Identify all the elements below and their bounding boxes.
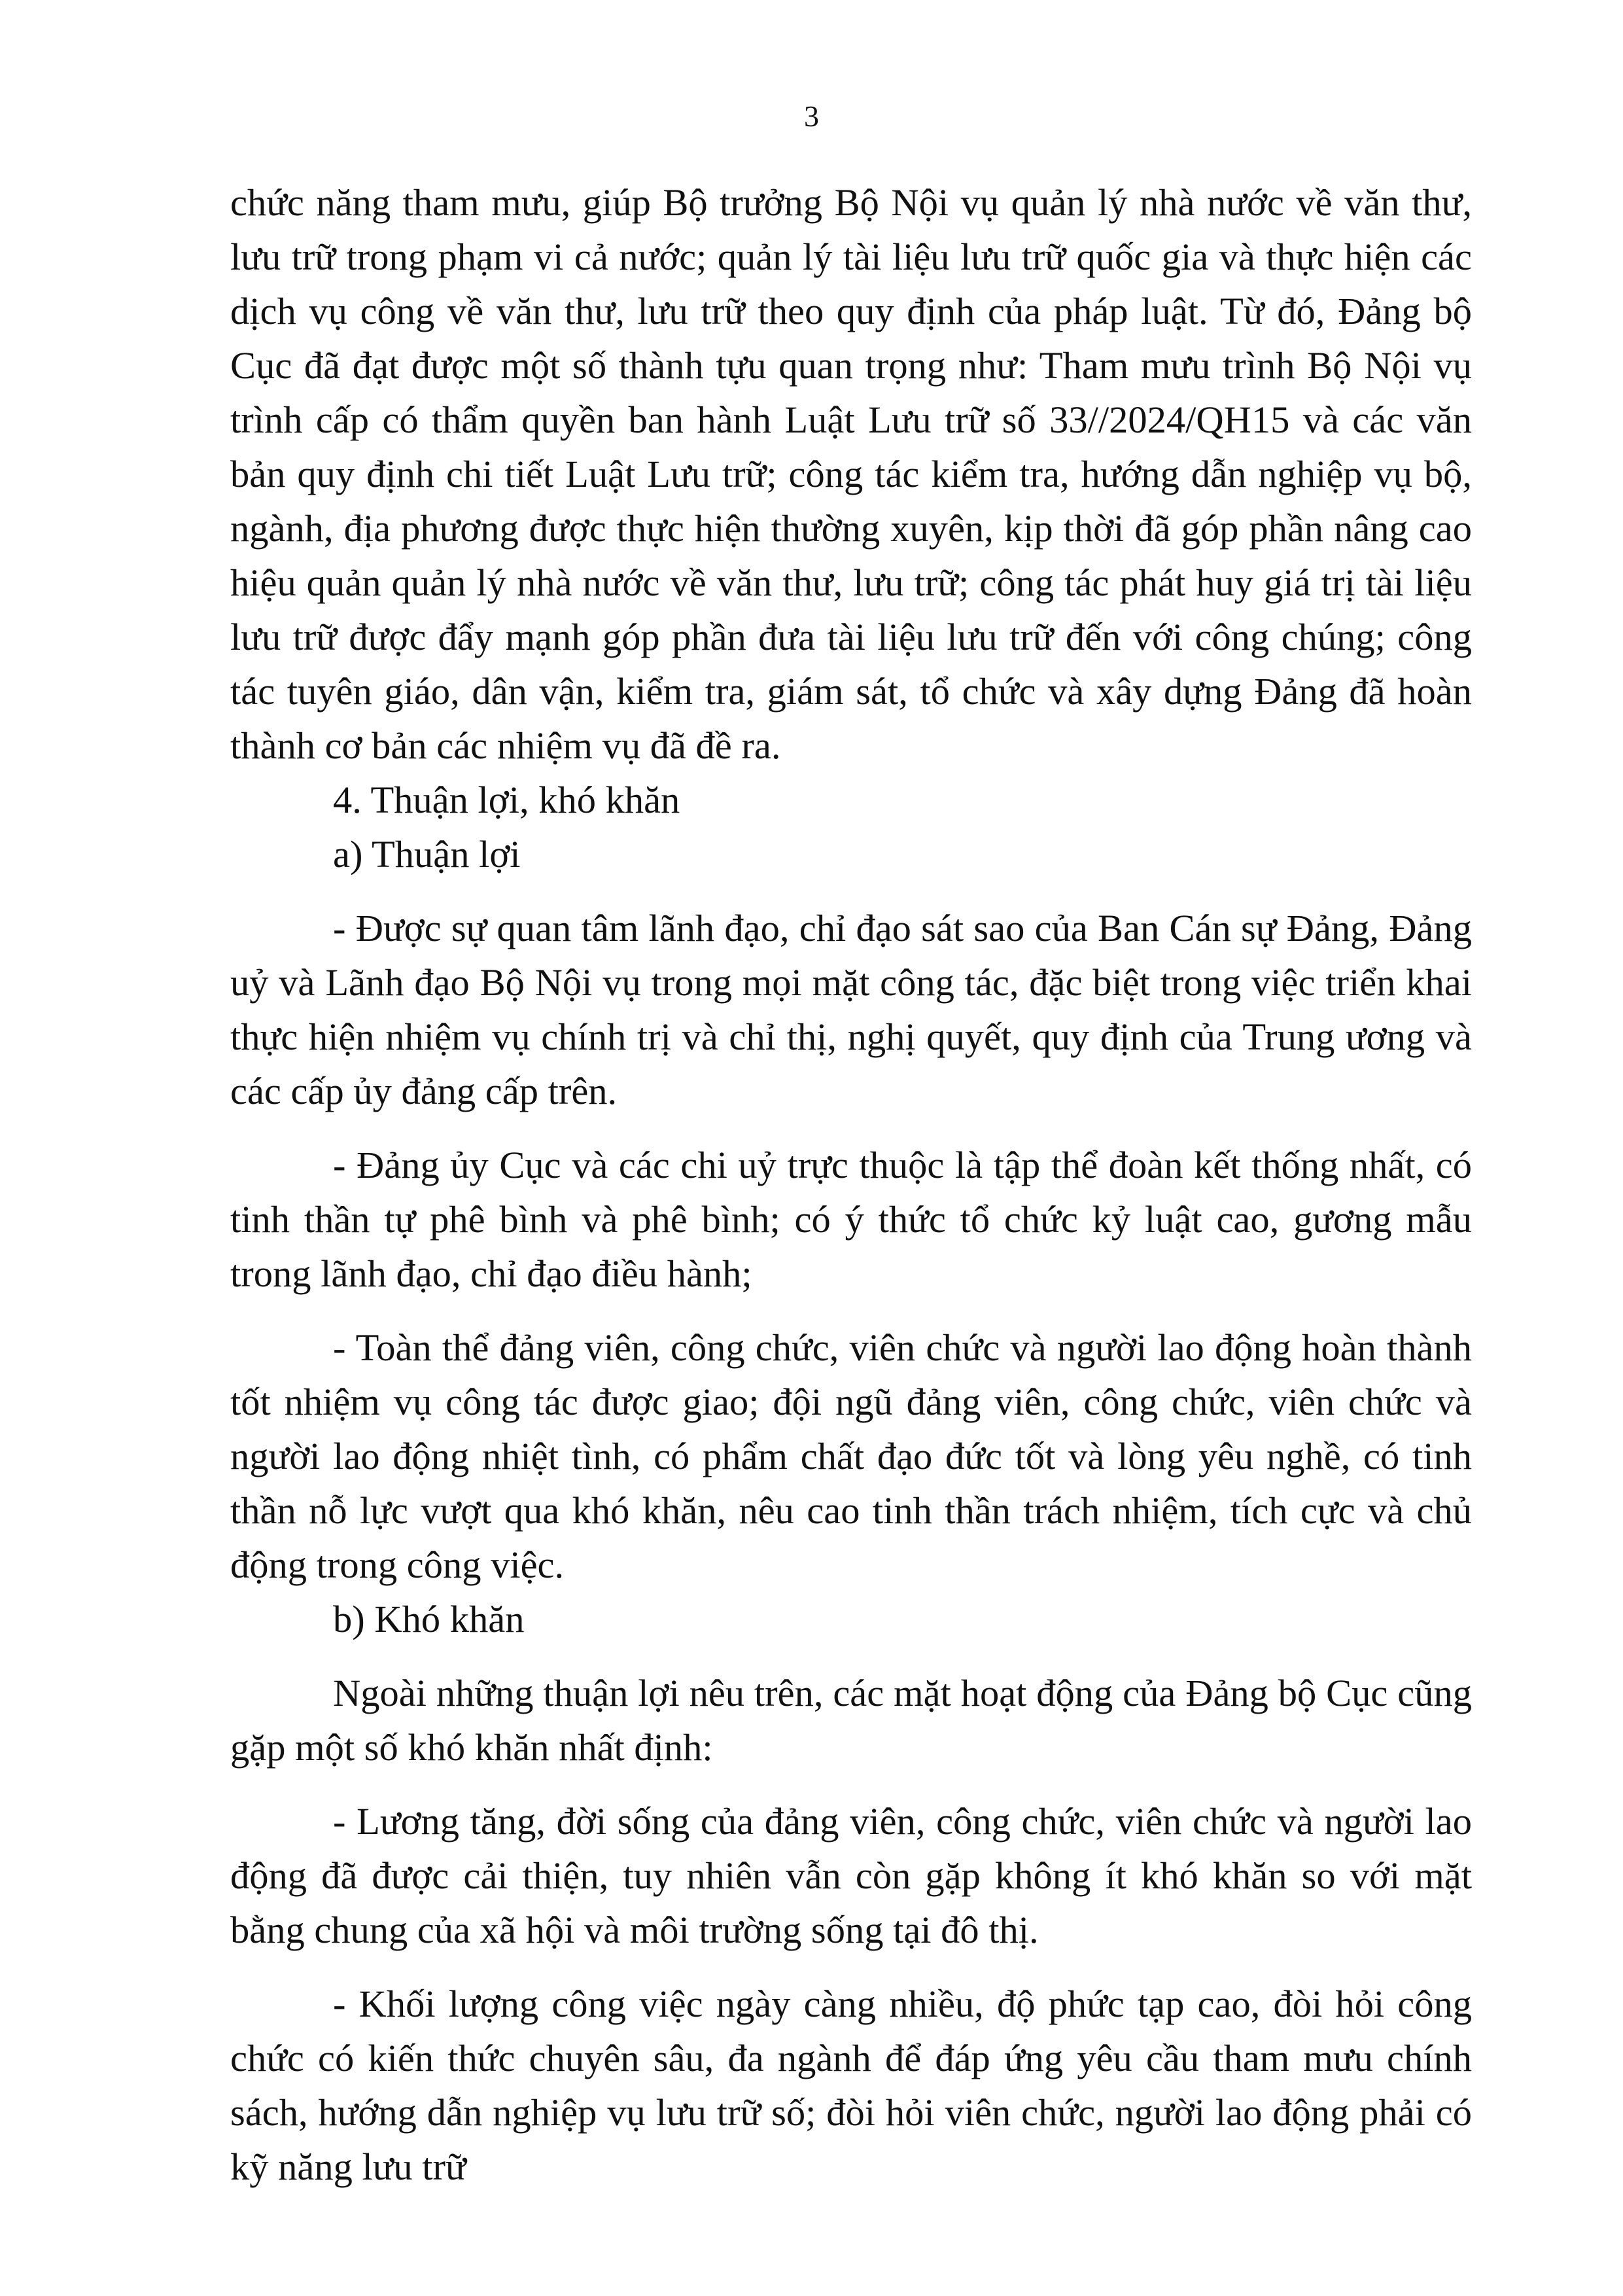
subheading-a: a) Thuận lợi bbox=[333, 833, 521, 875]
paragraph-intro-continuation: chức năng tham mưu, giúp Bộ trưởng Bộ Nội vụ quản lý nhà nước về văn thư, lưu trữ trong phạm vi cả nước; quản lý tài liệu lưu trữ quốc gia và thực hiện các dịch vụ công về văn thư, lưu trữ theo quy định của pháp luật. Từ đó, Đảng bộ Cục đã đạt được một số thành tựu quan trọng như: Tham mưu trình Bộ Nội vụ trình cấp có thẩm quyền ban hành Luật Lưu trữ số 33//2024/QH15 và các văn bản quy định chi tiết Luật Lưu trữ; công tác kiểm tra, hướng dẫn nghiệp vụ bộ, ngành, địa phương được thực hiện thường xuyên, kịp thời đã góp phần nâng cao hiệu quản quản lý nhà nước về văn thư, lưu trữ; công tác phát huy giá trị tài liệu lưu trữ được đẩy mạnh góp phần đưa tài liệu lưu trữ đến với công chúng; công tác tuyên giáo, dân vận, kiểm tra, giám sát, tổ chức và xây dựng Đảng đã hoàn thành cơ bản các nhiệm vụ đã đề ra. bbox=[230, 181, 1472, 767]
paragraph-advantage-2: - Đảng ủy Cục và các chi uỷ trực thuộc là tập thể đoàn kết thống nhất, có tinh thần tự phê bình và phê bình; có ý thức tổ chức kỷ luật cao, gương mẫu trong lãnh đạo, chỉ đạo điều hành; bbox=[230, 1144, 1472, 1295]
paragraph-difficulty-1: - Lương tăng, đời sống của đảng viên, công chức, viên chức và người lao động đã được cải thiện, tuy nhiên vẫn còn gặp không ít khó khăn so với mặt bằng chung của xã hội và môi trường sống tại đô thị. bbox=[230, 1800, 1472, 1951]
document-body bbox=[230, 175, 1472, 2194]
paragraph-advantage-1: - Được sự quan tâm lãnh đạo, chỉ đạo sát sao của Ban Cán sự Đảng, Đảng uỷ và Lãnh đạo Bộ Nội vụ trong mọi mặt công tác, đặc biệt trong việc triển khai thực hiện nhiệm vụ chính trị và chỉ thị, nghị quyết, quy định của Trung ương và các cấp ủy đảng cấp trên. bbox=[230, 907, 1472, 1112]
paragraph-advantage-3: - Toàn thể đảng viên, công chức, viên chức và người lao động hoàn thành tốt nhiệm vụ công tác được giao; đội ngũ đảng viên, công chức, viên chức và người lao động nhiệt tình, có phẩm chất đạo đức tốt và lòng yêu nghề, có tinh thần nỗ lực vượt qua khó khăn, nêu cao tinh thần trách nhiệm, tích cực và chủ động trong công việc. bbox=[230, 1326, 1472, 1586]
subheading-b: b) Khó khăn bbox=[333, 1598, 525, 1640]
section-heading-4: 4. Thuận lợi, khó khăn bbox=[333, 779, 680, 821]
page-number: 3 bbox=[804, 99, 819, 133]
paragraph-difficulty-intro: Ngoài những thuận lợi nêu trên, các mặt hoạt động của Đảng bộ Cục cũng gặp một số khó khăn nhất định: bbox=[230, 1672, 1472, 1769]
paragraph-difficulty-2: - Khối lượng công việc ngày càng nhiều, độ phức tạp cao, đòi hỏi công chức có kiến thức chuyên sâu, đa ngành để đáp ứng yêu cầu tham mưu chính sách, hướng dẫn nghiệp vụ lưu trữ số; đòi hỏi viên chức, người lao động phải có kỹ năng lưu trữ bbox=[230, 1983, 1472, 2188]
